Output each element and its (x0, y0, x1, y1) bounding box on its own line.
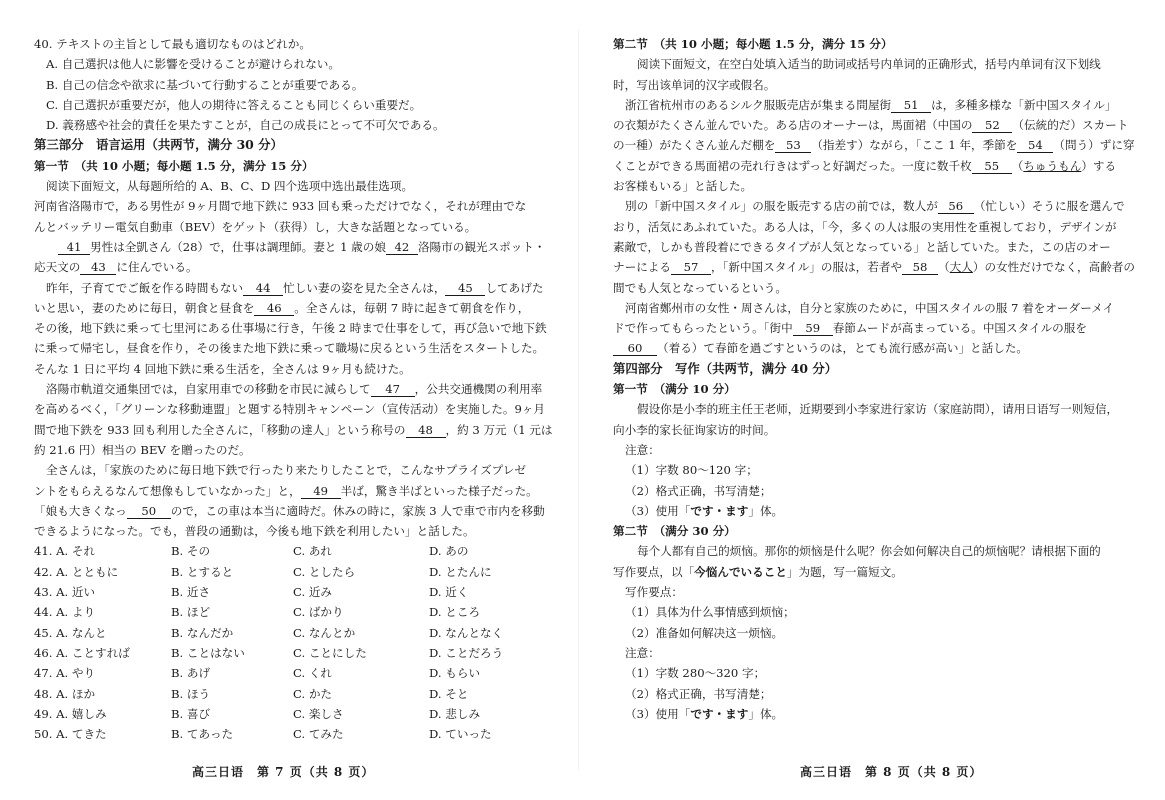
passage-p1-line2: んとバッテリー電気自動車（BEV）をゲット（获得）し，大きな話題となっている。 (34, 219, 477, 234)
blank-45: 45 (445, 281, 485, 296)
grammar-p2-line4: ナーによる 57 ，「新中国スタイル」の服は，若者や 58 （大人）の女性だけでなく，高齢者の (613, 260, 1135, 275)
blank-52: 52 (972, 118, 1012, 133)
passage-p3-line3: その後，地下鉄に乗って七里河にある仕事場に行き，午後 2 時まで仕事をして，再び急いで地下鉄 (34, 321, 547, 336)
q40-stem: 40. テキストの主旨として最も適切なものはどれか。 (34, 37, 311, 51)
blank-49: 49 (301, 484, 341, 499)
grammar-p3-line3: 60 （着る）て春節を過ごすというのは，とても流行感が高い」と話した。 (613, 338, 1138, 358)
writing2-note-1: （1）字数 280～320 字； (625, 666, 766, 681)
blank-44: 44 (243, 281, 283, 296)
blank-53: 53 (775, 138, 811, 153)
blank-54: 54 (1017, 138, 1053, 153)
writing2-notice-label: 注意： (625, 645, 660, 660)
answer-options (34, 541, 564, 744)
blank-41: 41 (58, 240, 90, 255)
writing-section1-title: 第一节 （满分 10 分） (613, 382, 736, 397)
options-46: 46. A. ことすれば B. ことはない C. ことにした D. ことだろう (34, 645, 504, 660)
grammar-p2-line1: 別の「新中国スタイル」の服を販売する店の前では，数人が 56 （忙しい）そうに服を選んで (625, 199, 1125, 214)
passage-p3-line2: いと思い，妻のために毎日，朝食と昼食を 46 。全さんは，毎朝 7 時に起きて朝食を作り， (34, 300, 530, 315)
options-41: 41. A. それ B. その C. あれ D. あの (34, 544, 469, 559)
grammar-p1-line4: くことができる馬面裙の売れ行きはずっと好調だった。一度に数千枚 55 （ちゅうもん）する (613, 158, 1117, 173)
writing2-point-1: （1）具体为什么事情感到烦恼； (625, 605, 795, 620)
writing2-note-2: （2）格式正确，书写清楚； (625, 686, 772, 701)
writing2-line1: 每个人都有自己的烦恼。那你的烦恼是什么呢？你会如何解决自己的烦恼呢？请根据下面的 (637, 544, 1101, 559)
page-8-footer: 高三日语 第 8 页（共 8 页） (800, 765, 983, 779)
writing1-note-2: （2）格式正确，书写清楚； (625, 483, 772, 498)
passage-p5-line4: できるようになった。でも，普段の通勤は，今後も地下鉄を利用したい」と話した。 (34, 524, 475, 539)
options-48: 48. A. ほか B. ほう C. かた D. そと (34, 686, 469, 701)
writing1-notice-label: 注意： (625, 442, 660, 457)
page-8-content (613, 34, 1138, 724)
blank-58: 58 (902, 260, 938, 275)
passage-p2-line2: 応天文の 43 に住んでいる。 (34, 260, 198, 275)
grammar-p3-line2: ドで作ってもらったという。「街中 59 春節ムードが高まっている。中国スタイルの服を (613, 321, 1087, 336)
passage-p1-line1: 河南省洛陽市で，ある男性が 9ヶ月間で地下鉄に 933 回も乗っただけでなく，それが理由でな (34, 199, 527, 214)
grammar-p1-line1: 浙江省杭州市のあるシルク服販売店が集まる問屋街 51 は，多種多様な「新中国スタイル」 (625, 97, 1117, 112)
writing1-line2: 向小李的家长征询家访的时间。 (613, 422, 776, 437)
blank-47: 47 (371, 382, 415, 397)
blank-48: 48 (406, 423, 446, 438)
part3-section1-title: 第一节 （共 10 小题；每小题 1.5 分，满分 15 分） (34, 158, 314, 173)
passage-p5-line1: 全さんは，「家族のために毎日地下鉄で行ったり来たりしたことで，こんなサプライズプレゼ (46, 463, 526, 478)
blank-59: 59 (793, 321, 833, 336)
underlined-word-chuumon: ちゅうもん (1023, 158, 1082, 173)
section2-instruction-line2: 时，写出该单词的汉字或假名。 (613, 77, 776, 92)
blank-46: 46 (254, 301, 294, 316)
grammar-p2-line2: おり，活気にあふれていた。ある人は，「今，多くの人は服の実用性を重視しており，デザインが (613, 219, 1117, 234)
writing2-points-label: 写作要点： (625, 585, 683, 600)
passage-p4-line3: 間で地下鉄を 933 回も利用した全さんに，「移動の達人」という称号の 48 ，約 3 万元（1 元は (34, 422, 553, 437)
writing1-note-1: （1）字数 80～120 字； (625, 463, 758, 478)
passage-p2-line1: 41 男性は全凱さん（28）で，仕事は調理師。妻と 1 歳の娘 42 洛陽市の観光スポット・ (34, 237, 564, 257)
writing2-point-2: （2）准备如何解决这一烦恼。 (625, 625, 784, 640)
page-7-footer: 高三日语 第 7 页（共 8 页） (192, 765, 375, 779)
grammar-p2-line3: 素敵で，しかも普段着にできるタイプが人気となっている」と話していた。また，この店のオー (613, 239, 1111, 254)
writing1-note-3: （3）使用「です・ます」体。 (625, 503, 784, 518)
writing2-line2: 写作要点，以「今悩んでいること」为题，写一篇短文。 (613, 564, 903, 579)
underlined-word-otona: 大人 (949, 260, 973, 275)
grammar-p1-line3: の一種）がたくさん並んだ棚を 53 （指差す）ながら，「ここ 1 年，季節を 54 （問う）ずに穿 (613, 138, 1135, 153)
page-8 (587, 0, 1165, 800)
options-47: 47. A. やり B. あげ C. くれ D. もらい (34, 666, 481, 681)
passage-p5-line3: 「娘も大きくなっ 50 ので，この車は本当に適時だ。休みの時に，家族 3 人で車で市内を移動 (34, 503, 545, 518)
page-7-content (34, 34, 564, 744)
options-49: 49. A. 嬉しみ B. 喜び C. 楽しさ D. 悲しみ (34, 706, 481, 721)
blank-43: 43 (80, 260, 116, 275)
q40-option-a: A. 自己選択は他人に影響を受けることが避けられない。 (46, 57, 340, 72)
passage-p5-line2: ントをもらえるなんて想像もしていなかった」と， 49 半ば，驚き半ばといった様子だった。 (34, 483, 538, 498)
options-42: 42. A. とともに B. とすると C. としたら D. とたんに (34, 564, 492, 579)
blank-55: 55 (972, 159, 1012, 174)
writing1-line1: 假设你是小李的班主任王老师，近期要到小李家进行家访（家庭訪問），请用日语写一则短信， (637, 402, 1119, 417)
options-45: 45. A. なんと B. なんだか C. なんとか D. なんとなく (34, 625, 504, 640)
writing2-note-3: （3）使用「です・ます」体。 (625, 706, 784, 721)
part3-section2-title: 第二节 （共 10 小题；每小题 1.5 分，满分 15 分） (613, 37, 893, 51)
page-divider (578, 30, 579, 770)
part4-title: 第四部分 写作（共两节，满分 40 分） (613, 360, 838, 376)
passage-p3-line1: 昨年，子育てでご飯を作る時間もない 44 忙しい妻の姿を見た全さんは， 45 してあげた (46, 280, 544, 295)
blank-60: 60 (613, 341, 657, 356)
writing-section2-title: 第二节 （满分 30 分） (613, 524, 736, 539)
grammar-p3-line1: 河南省鄭州市の女性・周さんは，自分と家族のために，中国スタイルの服 7 着をオーダーメイ (625, 300, 1115, 315)
passage-p3-line4: に乗って帰宅し，昼食を作り，その後また地下鉄に乗って職場に戻るという生活をスタートした。 (34, 341, 545, 356)
options-43: 43. A. 近い B. 近さ C. 近み D. 近く (34, 585, 469, 600)
page-7 (0, 0, 578, 800)
section2-instruction-line1: 阅读下面短文，在空白处填入适当的助词或括号内单词的正确形式，括号内单词有汉下划线 (637, 57, 1101, 72)
grammar-p2-line5: 間でも人気となっているという。 (613, 280, 787, 295)
part3-instruction: 阅读下面短文，从每题所给的 A、B、C、D 四个选项中选出最佳选项。 (46, 179, 414, 194)
options-44: 44. A. より B. ほど C. ばかり D. ところ (34, 605, 481, 620)
grammar-p1-line2: の衣類がたくさん並んでいた。ある店のオーナーは，馬面裙（中国の 52 （伝統的だ）スカート (613, 118, 1129, 133)
blank-56: 56 (938, 199, 974, 214)
options-50: 50. A. てきた B. てあった C. てみた D. ていった (34, 727, 492, 742)
blank-57: 57 (671, 260, 711, 275)
passage-p3-line5: そんな 1 日に平均 4 回地下鉄に乗る生活を，全さんは 9ヶ月も続けた。 (34, 361, 411, 376)
q40-option-c: C. 自己選択が重要だが，他人の期待に答えることも同じくらい重要だ。 (46, 97, 422, 112)
part3-title: 第三部分 语言运用（共两节，满分 30 分） (34, 137, 283, 153)
blank-50: 50 (127, 504, 171, 519)
q40-option-d: D. 義務感や社会的責任を果たすことが，自己の成長にとって不可欠である。 (46, 118, 445, 133)
passage-p4-line2: を高めるべく，「グリーンな移動連盟」と題する特別キャンペーン（宣传活动）を実施した。9ヶ月 (34, 402, 546, 417)
blank-42: 42 (386, 240, 418, 255)
grammar-p1-line5: お客様もいる」と話した。 (613, 179, 753, 194)
blank-51: 51 (891, 98, 931, 113)
passage-p4-line1: 洛陽市軌道交通集団では，自家用車での移動を市民に減らして 47 ，公共交通機関の利用率 (46, 382, 543, 397)
passage-p4-line4: 約 21.6 円）相当の BEV を贈ったのだ。 (34, 442, 251, 457)
q40-option-b: B. 自己の信念や欲求に基づいて行動することが重要である。 (46, 77, 364, 92)
